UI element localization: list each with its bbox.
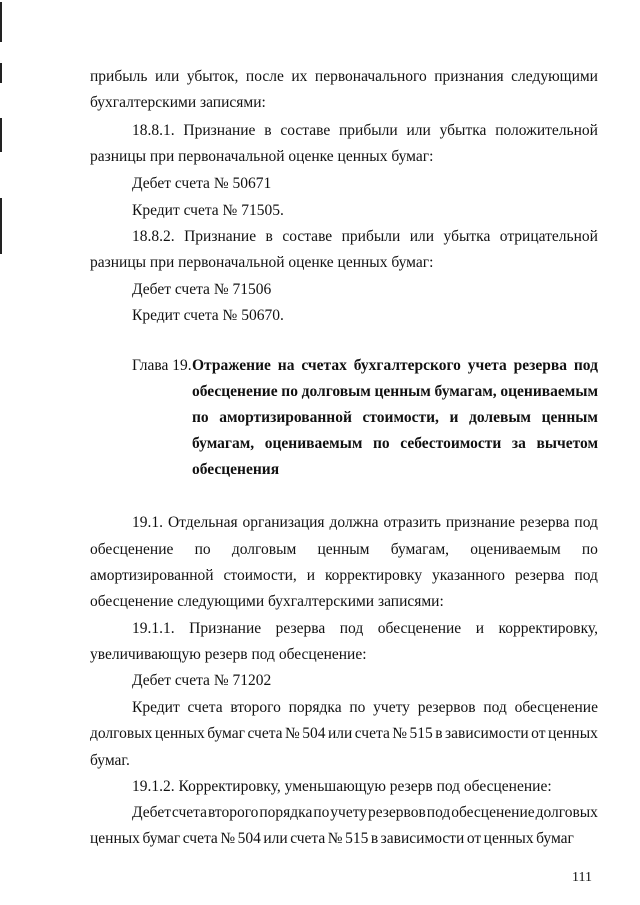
word: стоимости, [362,409,439,426]
word: или [406,122,431,139]
word: бумагам, [390,541,450,558]
word: амортизированной [90,567,214,584]
word: счета [354,725,390,742]
word: и [475,620,484,637]
scan-mark [0,198,2,254]
clause-18-8-2-line-2: разницы при первоначальной оценке ценных бумаг: [90,254,434,271]
word: под [483,699,507,716]
word: от [466,830,482,847]
intro-line-2: бухгалтерскими записями: [90,94,266,111]
word: амортизированной [219,409,352,426]
clause-19-1-1-line-2: увеличивающую резерв под обесценение: [90,646,367,663]
word: 18.8.1. [132,122,175,139]
word: Отдельная [167,514,238,531]
clause-19-1-2-debit-line-2 [90,829,574,849]
clause-19-1-line-4: обесценение следующими бухгалтерскими записями: [90,593,444,610]
word: счетах [301,357,347,374]
chapter-title-line-3 [192,408,598,428]
word: под [426,804,451,821]
word: Отражение [192,357,271,374]
word: под [574,567,598,584]
word: или [263,830,288,847]
word: резервов [417,699,476,716]
word: убытка [439,122,487,139]
word: учету [373,699,410,716]
word: счета [182,830,218,847]
chapter-title-line-5: обесценения [192,461,280,478]
intro-line-1 [90,67,598,87]
clause-19-1-1-credit-line-1 [132,698,598,718]
word: 19.1. [132,514,163,531]
clause-19-1-2-line-1: 19.1.2. Корректировку, уменьшающую резерв под обесценение: [132,778,552,795]
scan-mark [0,63,2,83]
word: после [245,68,284,85]
word: должна [329,514,379,531]
word: 18.8.2. [132,228,175,245]
page-number: 111 [572,870,592,885]
word: составе [280,122,331,139]
word: по [372,435,390,452]
chapter-title-line-1 [192,356,598,376]
word: корректировку, [498,620,598,637]
word: отразить [383,514,441,531]
word: убыток, [186,68,239,85]
word: положительной [495,122,598,139]
word: в [370,830,379,847]
word: оцениваемым [470,541,561,558]
word: прибыли [339,122,398,139]
word: или [154,68,180,85]
word: бумаг [142,830,181,847]
word: № [220,830,236,847]
word: признание [445,514,515,531]
word: 504 [302,725,326,742]
word: под [574,514,598,531]
word: долговым [231,541,297,558]
word: и [449,409,459,426]
word: ценных [90,830,140,847]
word: следующими [511,68,598,85]
clause-19-1-2-debit-line-1 [132,803,598,823]
clause-19-1-1-credit-line-2 [90,724,598,744]
scan-mark [0,118,2,152]
word: под [339,620,364,637]
word: № [327,830,343,847]
clause-19-1-1-credit-line-3: бумаг. [90,752,130,769]
clause-18-8-1-debit: Дебет счета № 50671 [132,175,272,192]
word: счета [290,830,326,847]
word: учету [330,804,368,821]
word: оцениваемым [500,383,598,400]
word: бухгалтерского [353,357,461,374]
word: 19.1.1. [132,620,175,637]
word: долевым [469,409,531,426]
clause-18-8-2-line-1 [132,227,598,247]
word: порядка [288,699,342,716]
word: ценных [483,830,534,847]
word: вычетом [536,435,598,452]
word: резерва [514,567,565,584]
word: по [349,699,366,716]
word: обесценение [192,383,278,400]
word: в [435,725,443,742]
word: резерва [513,357,567,374]
word: обесценение [377,620,462,637]
word: по [194,541,211,558]
word: корректировку [324,567,423,584]
word: ценным [374,383,431,400]
chapter-label: Глава 19. [132,357,192,374]
word: бумаг [207,725,245,742]
word: в [264,122,272,139]
word: отрицательной [499,228,598,245]
word: резерва [275,620,326,637]
clause-19-1-1-line-1 [132,619,598,639]
word: счета [187,699,223,716]
scan-mark [0,2,2,42]
chapter-title-line-2 [192,382,598,402]
word: долговых [535,804,598,821]
clause-18-8-1-line-2: разницы при первоначальной оценке ценных бумаг: [90,148,434,165]
word: убытка [443,228,491,245]
word: по [281,383,298,400]
word: 515 [345,830,369,847]
word: № [392,725,408,742]
word: учета [467,357,507,374]
clause-19-1-1-debit: Дебет счета № 71202 [132,672,272,689]
word: счета [171,804,208,821]
word: зависимости [380,830,465,847]
word: долговым [301,383,371,400]
clause-19-1-line-3 [90,566,598,586]
word: первоначального [314,68,427,85]
word: за [511,435,526,452]
word: № [285,725,300,742]
word: и [306,567,316,584]
word: Дебет [132,804,171,821]
word: от [531,725,546,742]
word: на [277,357,295,374]
word: счета [247,725,283,742]
word: зависимости [445,725,529,742]
word: 515 [409,725,433,742]
word: резервов [367,804,426,821]
word: их [291,68,308,85]
word: Признание [184,228,257,245]
word: по [581,541,598,558]
word: стоимости, [223,567,297,584]
word: по [192,409,209,426]
word: указанного [432,567,506,584]
clause-18-8-2-credit: Кредит счета № 50670. [132,307,284,324]
word: или [409,228,435,245]
word: бумагам, [434,383,497,400]
clause-19-1-line-1 [132,513,598,533]
chapter-title-line-4 [192,434,598,454]
word: оцениваемым [264,435,363,452]
word: по [313,804,330,821]
word: второго [207,804,259,821]
word: бумаг [536,830,574,847]
word: в [265,228,273,245]
word: второго [230,699,281,716]
word: ценным [317,541,370,558]
word: ценным [541,409,598,426]
word: обесценение [90,541,174,558]
word: составе [282,228,333,245]
word: 504 [237,830,261,847]
word: организация [242,514,325,531]
word: признания [434,68,504,85]
word: порядка [259,804,313,821]
word: прибыль [90,68,148,85]
clause-18-8-2-debit: Дебет счета № 71506 [132,281,272,298]
word: обесценение [514,699,598,716]
word: ценных [154,725,205,742]
word: долговых [90,725,153,742]
clause-18-8-1-credit: Кредит счета № 71505. [132,202,284,219]
word: Признание [189,620,262,637]
word: Признание [183,122,256,139]
word: Кредит [132,699,180,716]
word: бумагам, [192,435,255,452]
word: под [573,357,598,374]
clause-18-8-1-line-1 [132,121,598,141]
word: резерва [519,514,570,531]
word: ценных [547,725,598,742]
clause-19-1-line-2 [90,540,598,560]
word: или [327,725,353,742]
word: себестоимости [400,435,502,452]
word: обесценение [451,804,535,821]
word: прибыли [341,228,401,245]
